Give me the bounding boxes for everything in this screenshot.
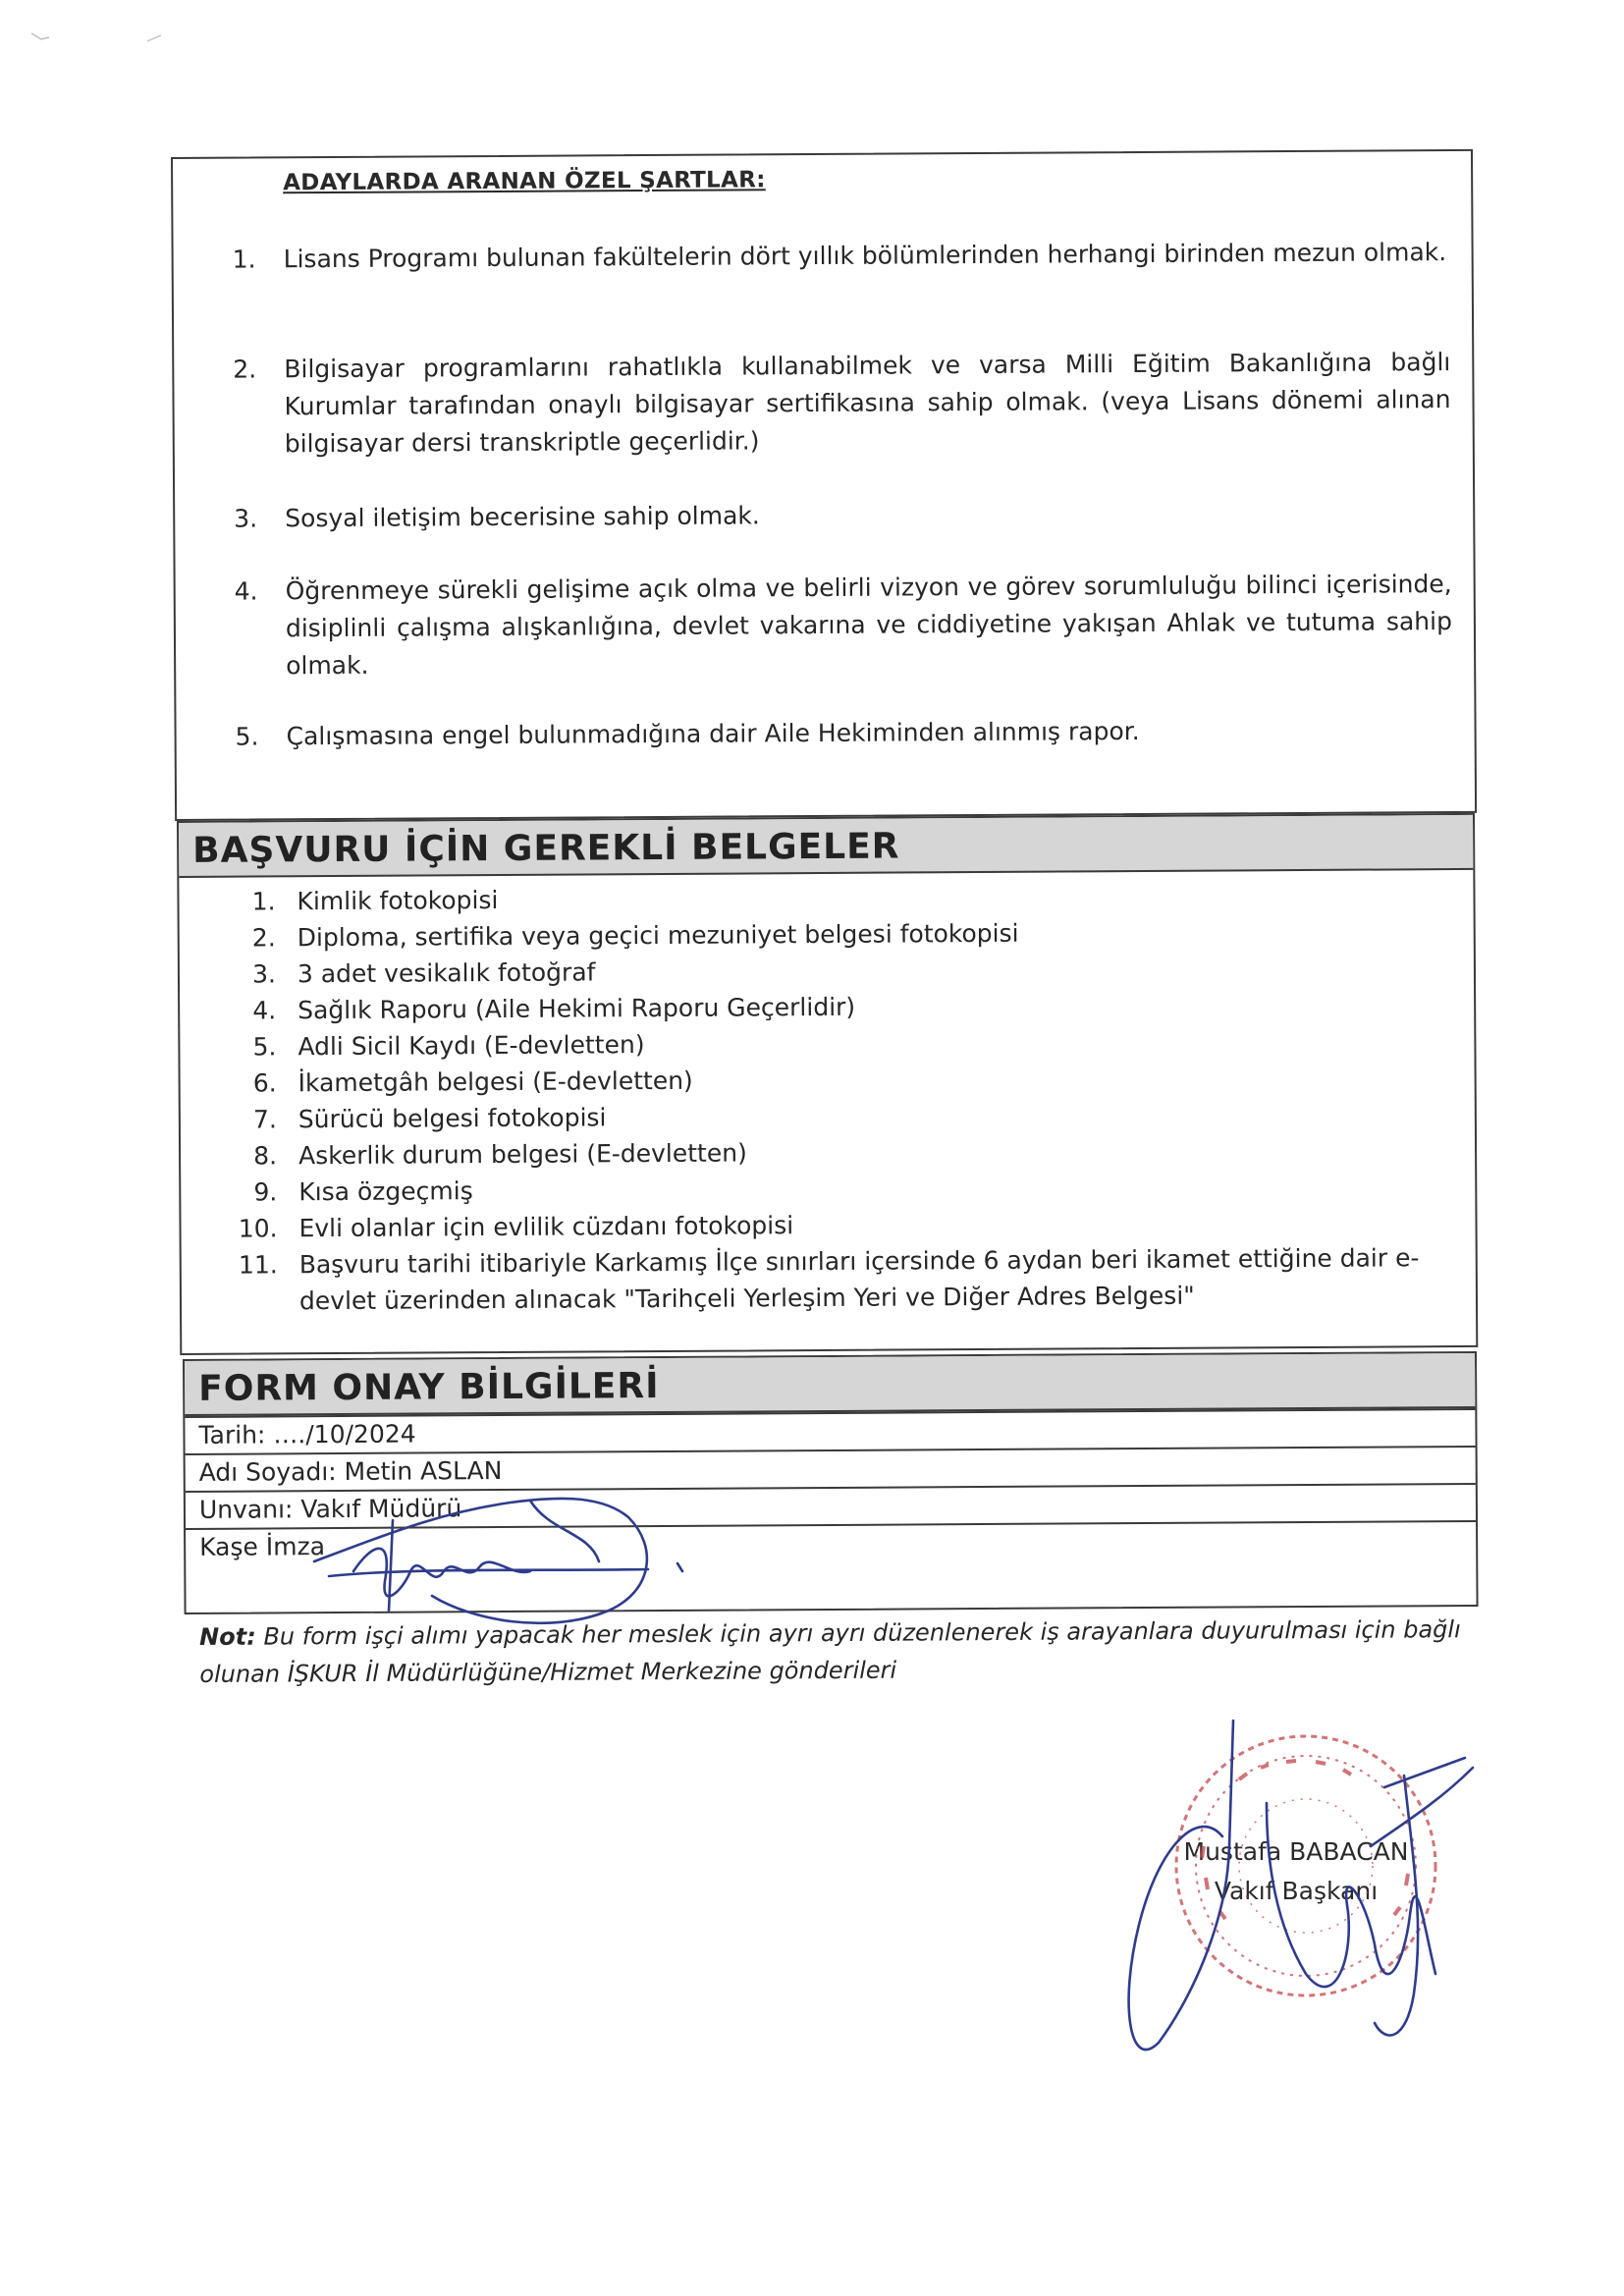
- requirements-heading: ADAYLARDA ARANAN ÖZEL ŞARTLAR:: [283, 167, 766, 196]
- documents-heading-band: [179, 815, 1473, 878]
- document-text: Evli olanlar için evlilik cüzdanı fotokopisi: [298, 1211, 794, 1243]
- requirement-text: Lisans Programı bulunan fakültelerin dört yıllık bölümlerinden herhangi birinden mezun olmak.: [283, 238, 1447, 274]
- document-number: 11.: [238, 1250, 278, 1280]
- note: [199, 1611, 1476, 1693]
- requirement-item: [233, 234, 1450, 279]
- stamp-signature-label: Kaşe İmza: [199, 1532, 326, 1561]
- title-label: Unvanı:: [198, 1495, 301, 1524]
- signatory-name: Mustafa BABACAN: [1183, 1837, 1409, 1866]
- document-number: 7.: [252, 1105, 277, 1134]
- requirement-number: 5.: [235, 722, 259, 751]
- document-number: 1.: [251, 887, 276, 916]
- date-label: Tarih:: [198, 1420, 274, 1449]
- document-text: Askerlik durum belgesi (E-devletten): [298, 1138, 747, 1171]
- form-approval-section: [183, 1351, 1479, 1614]
- document-text: Sürücü belgesi fotokopisi: [298, 1103, 607, 1134]
- document-number: 2.: [251, 923, 276, 953]
- document-text: Diploma, sertifika veya geçici mezuniyet belgesi fotokopisi: [297, 918, 1019, 953]
- document-text: İkametgâh belgesi (E-devletten): [298, 1066, 693, 1098]
- requirement-item: [235, 566, 1453, 685]
- document-text: Kimlik fotokopisi: [297, 886, 499, 916]
- document-number: 4.: [252, 996, 277, 1025]
- title-value: Vakıf Müdürü: [300, 1494, 462, 1524]
- requirement-number: 4.: [234, 576, 258, 606]
- requirement-text: Bilgisayar programlarını rahatlıkla kullanabilmek ve varsa Milli Eğitim Bakanlığına bağlı Kurumlar tarafından onaylı bilgisayar sertifikasına sahip olmak. (veya Lisans dönemi alınan bilgisayar dersi transkriptle geçerlidir.): [284, 348, 1451, 459]
- requirement-item: [234, 493, 1451, 538]
- document-text: Kısa özgeçmiş: [298, 1176, 473, 1207]
- note-label: Not:: [199, 1622, 256, 1651]
- document-number: 6.: [252, 1068, 277, 1098]
- note-text: Bu form işçi alımı yapacak her meslek için ayrı ayrı düzenlenerek iş arayanlara duyurulması için bağlı olunan İŞKUR İl Müdürlüğüne/Hizmet Merkezine gönderileri: [199, 1615, 1461, 1688]
- documents-section: [177, 813, 1478, 1355]
- requirement-item: [233, 344, 1451, 464]
- requirement-number: 2.: [233, 355, 257, 384]
- requirement-number: 1.: [232, 245, 256, 274]
- signatory-block: [1168, 1832, 1424, 1911]
- document-number: 9.: [253, 1177, 278, 1207]
- document-text: 3 adet vesikalık fotoğraf: [297, 957, 596, 989]
- signatory-title: Vakıf Başkanı: [1214, 1877, 1379, 1905]
- requirement-text: Öğrenmeye sürekli gelişime açık olma ve belirli vizyon ve görev sorumluluğu bilinci içerisinde, disiplinli çalışma alışkanlığına, devlet vakarına ve ciddiyetine yakışan Ahlak ve tutuma sahip olmak.: [285, 570, 1452, 681]
- document-text: Sağlık Raporu (Aile Hekimi Raporu Geçerlidir): [298, 992, 856, 1025]
- document-number: 10.: [238, 1214, 278, 1243]
- documents-list: [218, 876, 1438, 1320]
- form-approval-heading-band: [185, 1353, 1475, 1416]
- requirements-section: [171, 149, 1477, 821]
- requirement-item: [235, 711, 1452, 756]
- documents-heading: BAŞVURU İÇİN GEREKLİ BELGELER: [192, 826, 900, 871]
- document-text: Adli Sicil Kaydı (E-devletten): [298, 1030, 645, 1062]
- requirement-text: Sosyal iletişim becerisine sahip olmak.: [285, 501, 760, 533]
- requirement-number: 3.: [234, 504, 258, 533]
- document-number: 3.: [252, 959, 277, 989]
- document-number: 8.: [253, 1141, 278, 1171]
- scan-artifact: [29, 14, 187, 53]
- form-approval-heading: FORM ONAY BİLGİLERİ: [198, 1366, 660, 1409]
- requirement-text: Çalışmasına engel bulunmadığına dair Aile Hekiminden alınmış rapor.: [286, 716, 1140, 751]
- form-row-stamp-signature: [186, 1520, 1477, 1614]
- name-label: Adı Soyadı:: [198, 1456, 345, 1487]
- document-number: 5.: [252, 1032, 277, 1062]
- document-item: [221, 1239, 1438, 1320]
- name-value: Metin ASLAN: [344, 1456, 503, 1486]
- date-value: …./10/2024: [273, 1419, 416, 1449]
- document-text: Başvuru tarihi itibariyle Karkamış İlçe sınırları içersinde 6 aydan beri ikamet ettiğine dair e-devlet üzerinden alınacak "Tarihçeli Yerleşim Yeri ve Diğer Adres Belgesi": [298, 1243, 1420, 1316]
